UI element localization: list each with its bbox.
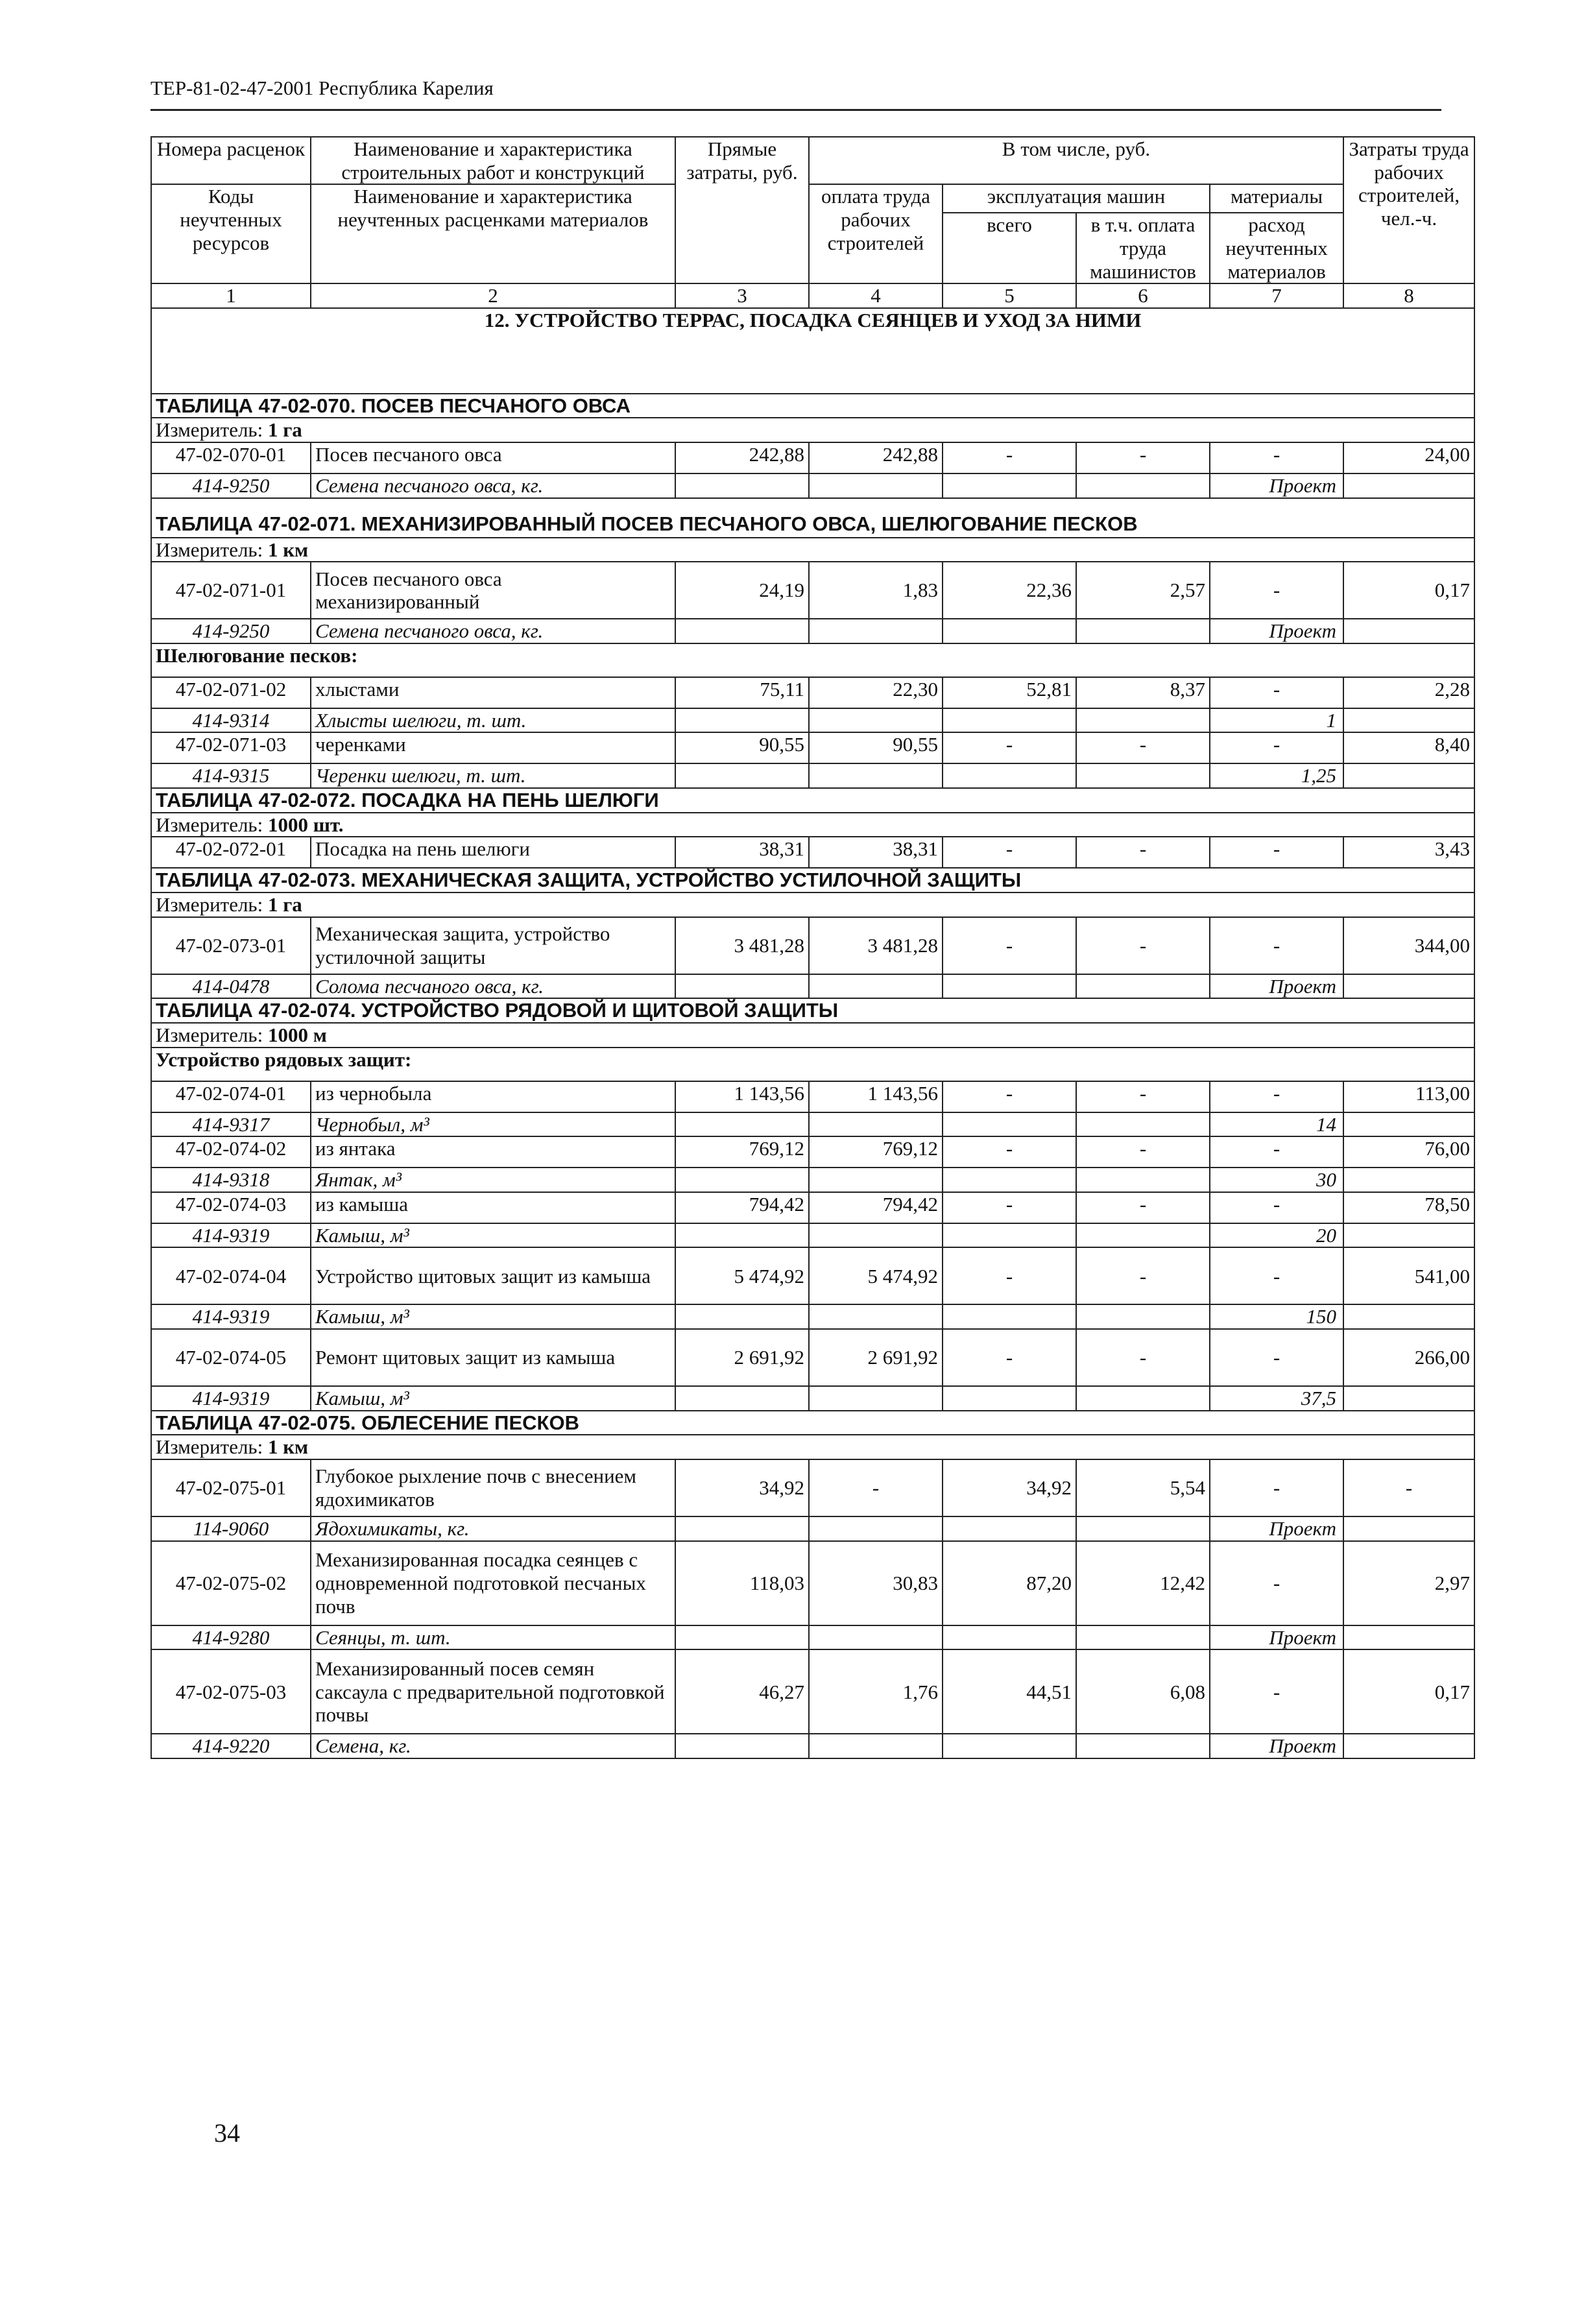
machinist-wages: - bbox=[1076, 1247, 1210, 1304]
machines-total: 22,36 bbox=[943, 562, 1076, 619]
table-074-title: ТАБЛИЦА 47-02-074. УСТРОЙСТВО РЯДОВОЙ И ЩИТОВОЙ ЗАЩИТЫ bbox=[151, 998, 1474, 1023]
resource-name: Чернобыл, м³ bbox=[311, 1112, 675, 1137]
direct-costs: 118,03 bbox=[675, 1541, 809, 1625]
resource-row bbox=[151, 974, 1474, 999]
resource-amount: Проект bbox=[1210, 473, 1343, 498]
labor-hours: 113,00 bbox=[1343, 1081, 1474, 1112]
resource-amount: Проект bbox=[1210, 1734, 1343, 1758]
subsection-title: Устройство рядовых защит: bbox=[151, 1048, 1474, 1081]
resource-amount: 37,5 bbox=[1210, 1386, 1343, 1411]
labor-wages: - bbox=[809, 1459, 943, 1516]
materials-value: - bbox=[1210, 1136, 1343, 1168]
table-075-title-row bbox=[151, 1411, 1474, 1435]
rates-table-wrapper bbox=[150, 136, 1474, 1759]
rate-code: 47-02-075-03 bbox=[151, 1649, 311, 1734]
table-row bbox=[151, 1541, 1474, 1625]
materials-value: - bbox=[1210, 677, 1343, 708]
column-header-row-1 bbox=[151, 137, 1474, 184]
column-index-row bbox=[151, 283, 1474, 308]
table-074-unit-row bbox=[151, 1023, 1474, 1048]
including-header: В том числе, руб. bbox=[809, 137, 1343, 184]
rate-code: 47-02-071-03 bbox=[151, 732, 311, 763]
table-073-unit: Измеритель: 1 га bbox=[151, 892, 1474, 917]
resource-row bbox=[151, 619, 1474, 643]
labor-wages: 794,42 bbox=[809, 1192, 943, 1223]
document-header: ТЕР-81-02-47-2001 Республика Карелия bbox=[150, 77, 494, 99]
table-row bbox=[151, 1247, 1474, 1304]
table-row bbox=[151, 1136, 1474, 1168]
resource-code: 414-9280 bbox=[151, 1625, 311, 1650]
resource-name: Камыш, м³ bbox=[311, 1386, 675, 1411]
resource-row bbox=[151, 1112, 1474, 1137]
col-index: 7 bbox=[1210, 283, 1343, 308]
resource-name: Ядохимикаты, кг. bbox=[311, 1516, 675, 1541]
resource-amount: Проект bbox=[1210, 974, 1343, 999]
labor-hours: 24,00 bbox=[1343, 442, 1474, 473]
materials-value: - bbox=[1210, 1081, 1343, 1112]
resource-amount: 1 bbox=[1210, 708, 1343, 733]
table-075-unit-row bbox=[151, 1435, 1474, 1459]
header-rule bbox=[150, 109, 1441, 111]
direct-costs: 75,11 bbox=[675, 677, 809, 708]
table-071-title: ТАБЛИЦА 47-02-071. МЕХАНИЗИРОВАННЫЙ ПОСЕВ ПЕСЧАНОГО ОВСА, ШЕЛЮГОВАНИЕ ПЕСКОВ bbox=[151, 498, 1474, 538]
materials-value: - bbox=[1210, 917, 1343, 974]
rate-code: 47-02-071-01 bbox=[151, 562, 311, 619]
rate-code: 47-02-073-01 bbox=[151, 917, 311, 974]
col7-header: расход неучтенных материалов bbox=[1210, 213, 1343, 283]
rate-name: хлыстами bbox=[311, 677, 675, 708]
col-index: 2 bbox=[311, 283, 675, 308]
machines-total: - bbox=[943, 1136, 1076, 1168]
resource-code: 414-9314 bbox=[151, 708, 311, 733]
machines-total: 87,20 bbox=[943, 1541, 1076, 1625]
table-row bbox=[151, 1649, 1474, 1734]
table-row bbox=[151, 1459, 1474, 1516]
table-074-title-row bbox=[151, 998, 1474, 1023]
subsection-title: Шелюгование песков: bbox=[151, 643, 1474, 677]
table-row bbox=[151, 1081, 1474, 1112]
resource-row bbox=[151, 708, 1474, 733]
resource-code: 414-9317 bbox=[151, 1112, 311, 1137]
labor-wages: 3 481,28 bbox=[809, 917, 943, 974]
resource-row bbox=[151, 1734, 1474, 1758]
table-072-unit: Измеритель: 1000 шт. bbox=[151, 813, 1474, 837]
rate-code: 47-02-074-02 bbox=[151, 1136, 311, 1168]
page-number: 34 bbox=[214, 2118, 240, 2148]
table-row bbox=[151, 1192, 1474, 1223]
table-row bbox=[151, 732, 1474, 763]
resource-row bbox=[151, 1625, 1474, 1650]
resource-name: Черенки шелюги, т. шт. bbox=[311, 763, 675, 788]
resource-row bbox=[151, 1304, 1474, 1329]
machines-total: - bbox=[943, 917, 1076, 974]
resource-amount: 20 bbox=[1210, 1223, 1343, 1248]
resource-row bbox=[151, 473, 1474, 498]
col2-bottom-header: Наименование и характеристика неучтенных расценками материалов bbox=[311, 184, 675, 283]
materials-value: - bbox=[1210, 1541, 1343, 1625]
table-071-unit-row bbox=[151, 538, 1474, 562]
table-075-unit: Измеритель: 1 км bbox=[151, 1435, 1474, 1459]
col5-header: всего bbox=[943, 213, 1076, 283]
resource-row bbox=[151, 763, 1474, 788]
rate-name: Посев песчаного овса механизированный bbox=[311, 562, 675, 619]
rate-code: 47-02-072-01 bbox=[151, 837, 311, 868]
rates-table bbox=[150, 136, 1475, 1759]
direct-costs: 5 474,92 bbox=[675, 1247, 809, 1304]
table-row bbox=[151, 1329, 1474, 1386]
table-073-unit-row bbox=[151, 892, 1474, 917]
section-title: 12. УСТРОЙСТВО ТЕРРАС, ПОСАДКА СЕЯНЦЕВ И УХОД ЗА НИМИ bbox=[151, 308, 1474, 394]
labor-hours: 541,00 bbox=[1343, 1247, 1474, 1304]
col6-header: в т.ч. оплата труда машинистов bbox=[1076, 213, 1210, 283]
rate-name: Механизированная посадка сеянцев с одновременной подготовкой песчаных почв bbox=[311, 1541, 675, 1625]
materials-value: - bbox=[1210, 732, 1343, 763]
resource-amount: Проект bbox=[1210, 619, 1343, 643]
machinist-wages: 8,37 bbox=[1076, 677, 1210, 708]
machines-total: - bbox=[943, 837, 1076, 868]
table-073-title: ТАБЛИЦА 47-02-073. МЕХАНИЧЕСКАЯ ЗАЩИТА, УСТРОЙСТВО УСТИЛОЧНОЙ ЗАЩИТЫ bbox=[151, 868, 1474, 892]
labor-hours: - bbox=[1343, 1459, 1474, 1516]
labor-hours: 2,28 bbox=[1343, 677, 1474, 708]
resource-code: 414-9220 bbox=[151, 1734, 311, 1758]
resource-row bbox=[151, 1386, 1474, 1411]
machinist-wages: - bbox=[1076, 442, 1210, 473]
rate-name: из чернобыла bbox=[311, 1081, 675, 1112]
resource-code: 414-9319 bbox=[151, 1304, 311, 1329]
rate-name: Глубокое рыхление почв с внесением ядохимикатов bbox=[311, 1459, 675, 1516]
rate-name: Посев песчаного овса bbox=[311, 442, 675, 473]
col1-bottom-header: Коды неучтенных ресурсов bbox=[151, 184, 311, 283]
resource-row bbox=[151, 1223, 1474, 1248]
col-index: 5 bbox=[943, 283, 1076, 308]
direct-costs: 242,88 bbox=[675, 442, 809, 473]
labor-wages: 5 474,92 bbox=[809, 1247, 943, 1304]
resource-name: Солома песчаного овса, кг. bbox=[311, 974, 675, 999]
machinist-wages: 12,42 bbox=[1076, 1541, 1210, 1625]
resource-name: Семена, кг. bbox=[311, 1734, 675, 1758]
resource-code: 114-9060 bbox=[151, 1516, 311, 1541]
rate-name: Посадка на пень шелюги bbox=[311, 837, 675, 868]
materials-value: - bbox=[1210, 1247, 1343, 1304]
resource-code: 414-9319 bbox=[151, 1223, 311, 1248]
direct-costs: 38,31 bbox=[675, 837, 809, 868]
machines-header: эксплуатация машин bbox=[943, 184, 1210, 213]
direct-costs: 46,27 bbox=[675, 1649, 809, 1734]
resource-amount: 1,25 bbox=[1210, 763, 1343, 788]
col1-top-header: Номера расценок bbox=[151, 137, 311, 184]
labor-hours: 3,43 bbox=[1343, 837, 1474, 868]
rate-name: черенками bbox=[311, 732, 675, 763]
machines-total: 34,92 bbox=[943, 1459, 1076, 1516]
labor-wages: 90,55 bbox=[809, 732, 943, 763]
direct-costs: 24,19 bbox=[675, 562, 809, 619]
rate-name: Устройство щитовых защит из камыша bbox=[311, 1247, 675, 1304]
labor-hours: 0,17 bbox=[1343, 1649, 1474, 1734]
table-073-title-row bbox=[151, 868, 1474, 892]
machinist-wages: - bbox=[1076, 837, 1210, 868]
resource-code: 414-9315 bbox=[151, 763, 311, 788]
col-index: 6 bbox=[1076, 283, 1210, 308]
resource-row bbox=[151, 1516, 1474, 1541]
machines-total: - bbox=[943, 1329, 1076, 1386]
rate-name: из камыша bbox=[311, 1192, 675, 1223]
machines-total: - bbox=[943, 442, 1076, 473]
resource-code: 414-9250 bbox=[151, 473, 311, 498]
rate-code: 47-02-075-01 bbox=[151, 1459, 311, 1516]
machinist-wages: 5,54 bbox=[1076, 1459, 1210, 1516]
resource-code: 414-9250 bbox=[151, 619, 311, 643]
resource-amount: 30 bbox=[1210, 1168, 1343, 1192]
materials-value: - bbox=[1210, 1192, 1343, 1223]
col-index: 4 bbox=[809, 283, 943, 308]
labor-wages: 22,30 bbox=[809, 677, 943, 708]
machinist-wages: - bbox=[1076, 1081, 1210, 1112]
resource-name: Семена песчаного овса, кг. bbox=[311, 619, 675, 643]
table-row bbox=[151, 562, 1474, 619]
labor-wages: 2 691,92 bbox=[809, 1329, 943, 1386]
machines-total: - bbox=[943, 732, 1076, 763]
resource-name: Семена песчаного овса, кг. bbox=[311, 473, 675, 498]
resource-name: Камыш, м³ bbox=[311, 1223, 675, 1248]
table-072-title: ТАБЛИЦА 47-02-072. ПОСАДКА НА ПЕНЬ ШЕЛЮГИ bbox=[151, 788, 1474, 813]
machinist-wages: - bbox=[1076, 917, 1210, 974]
direct-costs: 2 691,92 bbox=[675, 1329, 809, 1386]
resource-code: 414-9318 bbox=[151, 1168, 311, 1192]
labor-hours: 266,00 bbox=[1343, 1329, 1474, 1386]
col-index: 1 bbox=[151, 283, 311, 308]
col3-header: Прямые затраты, руб. bbox=[675, 137, 809, 283]
direct-costs: 1 143,56 bbox=[675, 1081, 809, 1112]
resource-amount: 150 bbox=[1210, 1304, 1343, 1329]
direct-costs: 34,92 bbox=[675, 1459, 809, 1516]
machines-total: - bbox=[943, 1247, 1076, 1304]
rate-code: 47-02-071-02 bbox=[151, 677, 311, 708]
rate-code: 47-02-074-01 bbox=[151, 1081, 311, 1112]
labor-hours: 8,40 bbox=[1343, 732, 1474, 763]
direct-costs: 769,12 bbox=[675, 1136, 809, 1168]
col8-header: Затраты труда рабочих строителей, чел.-ч. bbox=[1343, 137, 1474, 283]
materials-value: - bbox=[1210, 1459, 1343, 1516]
resource-name: Янтак, м³ bbox=[311, 1168, 675, 1192]
direct-costs: 794,42 bbox=[675, 1192, 809, 1223]
table-070-unit: Измеритель: 1 га bbox=[151, 418, 1474, 442]
table-070-title-row bbox=[151, 394, 1474, 418]
machines-total: - bbox=[943, 1192, 1076, 1223]
labor-hours: 76,00 bbox=[1343, 1136, 1474, 1168]
table-072-title-row bbox=[151, 788, 1474, 813]
resource-amount: 14 bbox=[1210, 1112, 1343, 1137]
rate-name: из янтака bbox=[311, 1136, 675, 1168]
labor-hours: 2,97 bbox=[1343, 1541, 1474, 1625]
table-072-unit-row bbox=[151, 813, 1474, 837]
machinist-wages: 2,57 bbox=[1076, 562, 1210, 619]
col-index: 8 bbox=[1343, 283, 1474, 308]
rate-code: 47-02-074-04 bbox=[151, 1247, 311, 1304]
rate-code: 47-02-074-05 bbox=[151, 1329, 311, 1386]
machinist-wages: - bbox=[1076, 1329, 1210, 1386]
labor-wages: 242,88 bbox=[809, 442, 943, 473]
labor-wages: 1,76 bbox=[809, 1649, 943, 1734]
labor-hours: 0,17 bbox=[1343, 562, 1474, 619]
machines-total: 52,81 bbox=[943, 677, 1076, 708]
resource-name: Сеянцы, т. шт. bbox=[311, 1625, 675, 1650]
table-row bbox=[151, 677, 1474, 708]
labor-hours: 344,00 bbox=[1343, 917, 1474, 974]
table-071-unit: Измеритель: 1 км bbox=[151, 538, 1474, 562]
direct-costs: 90,55 bbox=[675, 732, 809, 763]
machinist-wages: - bbox=[1076, 1136, 1210, 1168]
rate-name: Ремонт щитовых защит из камыша bbox=[311, 1329, 675, 1386]
machinist-wages: - bbox=[1076, 732, 1210, 763]
materials-value: - bbox=[1210, 1329, 1343, 1386]
subsection-row bbox=[151, 1048, 1474, 1081]
labor-wages: 30,83 bbox=[809, 1541, 943, 1625]
subsection-row bbox=[151, 643, 1474, 677]
table-row bbox=[151, 442, 1474, 473]
table-070-unit-row bbox=[151, 418, 1474, 442]
resource-amount: Проект bbox=[1210, 1516, 1343, 1541]
machines-total: - bbox=[943, 1081, 1076, 1112]
materials-value: - bbox=[1210, 837, 1343, 868]
machinist-wages: - bbox=[1076, 1192, 1210, 1223]
rate-code: 47-02-070-01 bbox=[151, 442, 311, 473]
rate-code: 47-02-075-02 bbox=[151, 1541, 311, 1625]
col-index: 3 bbox=[675, 283, 809, 308]
labor-wages: 1 143,56 bbox=[809, 1081, 943, 1112]
labor-hours: 78,50 bbox=[1343, 1192, 1474, 1223]
table-row bbox=[151, 917, 1474, 974]
materials-value: - bbox=[1210, 562, 1343, 619]
table-074-unit: Измеритель: 1000 м bbox=[151, 1023, 1474, 1048]
labor-wages: 769,12 bbox=[809, 1136, 943, 1168]
resource-name: Камыш, м³ bbox=[311, 1304, 675, 1329]
direct-costs: 3 481,28 bbox=[675, 917, 809, 974]
labor-wages: 1,83 bbox=[809, 562, 943, 619]
resource-amount: Проект bbox=[1210, 1625, 1343, 1650]
resource-name: Хлысты шелюги, т. шт. bbox=[311, 708, 675, 733]
rate-name: Механическая защита, устройство устилочной защиты bbox=[311, 917, 675, 974]
machinist-wages: 6,08 bbox=[1076, 1649, 1210, 1734]
materials-value: - bbox=[1210, 442, 1343, 473]
machines-total: 44,51 bbox=[943, 1649, 1076, 1734]
materials-header: материалы bbox=[1210, 184, 1343, 213]
labor-wages: 38,31 bbox=[809, 837, 943, 868]
col4-header: оплата труда рабочих строителей bbox=[809, 184, 943, 283]
table-075-title: ТАБЛИЦА 47-02-075. ОБЛЕСЕНИЕ ПЕСКОВ bbox=[151, 1411, 1474, 1435]
table-071-title-row bbox=[151, 498, 1474, 538]
resource-code: 414-9319 bbox=[151, 1386, 311, 1411]
materials-value: - bbox=[1210, 1649, 1343, 1734]
resource-row bbox=[151, 1168, 1474, 1192]
rate-name: Механизированный посев семян саксаула с предварительной подготовкой почвы bbox=[311, 1649, 675, 1734]
resource-code: 414-0478 bbox=[151, 974, 311, 999]
table-row bbox=[151, 837, 1474, 868]
table-070-title: ТАБЛИЦА 47-02-070. ПОСЕВ ПЕСЧАНОГО ОВСА bbox=[151, 394, 1474, 418]
column-header-row-2 bbox=[151, 184, 1474, 213]
section-title-row bbox=[151, 308, 1474, 394]
col2-top-header: Наименование и характеристика строительных работ и конструкций bbox=[311, 137, 675, 184]
rate-code: 47-02-074-03 bbox=[151, 1192, 311, 1223]
